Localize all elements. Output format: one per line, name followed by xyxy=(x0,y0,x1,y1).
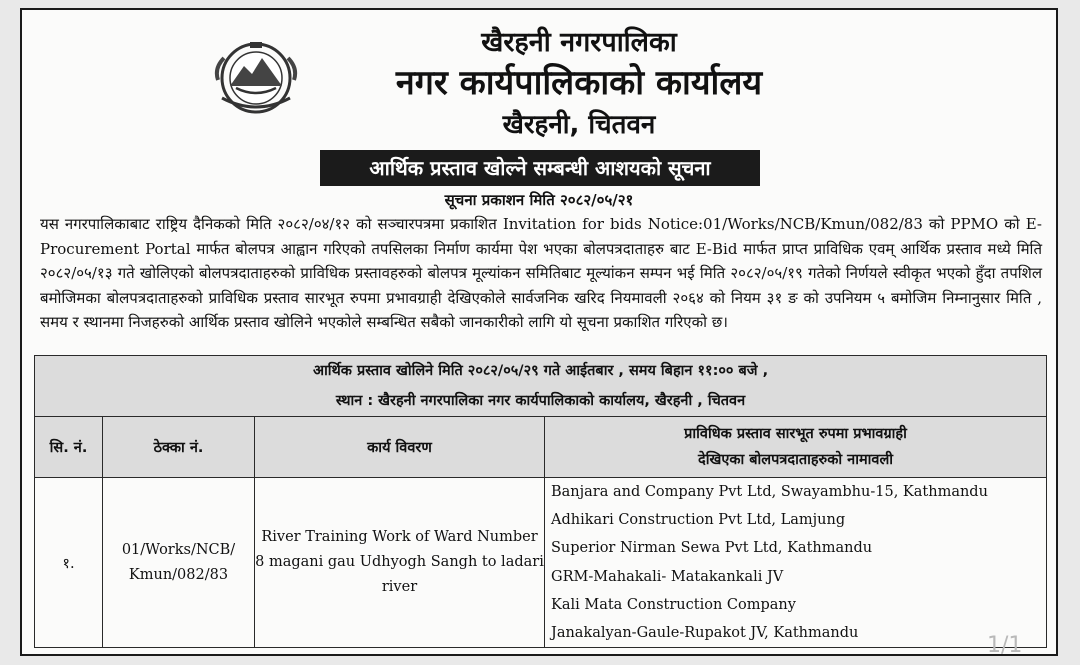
header-bidders-line2: देखिएका बोलपत्रदाताहरुको नामावली xyxy=(698,452,894,468)
description-line: River Training Work of Ward Number xyxy=(261,529,538,546)
opening-date-time: आर्थिक प्रस्ताव खोलिने मिति २०८२/०५/२९ गते आईतबार , समय बिहान ११:०० बजे , xyxy=(312,363,769,379)
bidder-name: Banjara and Company Pvt Ltd, Swayambhu-15, Kathmandu xyxy=(551,484,988,500)
bidder-name: Kali Mata Construction Company xyxy=(551,596,796,613)
header-bidders-line1: प्राविधिक प्रस्ताव सारभूत रुपमा प्रभावग्राही xyxy=(684,426,907,442)
description-line: 8 magani gau Udhyogh Sangh to ladari xyxy=(255,554,544,571)
bidder-name: Janakalyan-Gaule-Rupakot JV, Kathmandu xyxy=(551,625,859,642)
header-sn: सि. नं. xyxy=(35,417,103,478)
table-row xyxy=(35,478,1047,648)
header-work-description: कार्य विवरण xyxy=(255,417,545,478)
page-indicator: 1/1 xyxy=(987,633,1023,656)
table-header-row xyxy=(35,417,1047,478)
row-sn: १. xyxy=(35,478,103,648)
description-line: river xyxy=(381,579,418,596)
header-bidders xyxy=(545,417,1047,478)
bidder-name: Superior Nirman Sewa Pvt Ltd, Kathmandu xyxy=(551,540,873,557)
contract-line: Kmun/082/83 xyxy=(128,566,229,583)
bidders-table xyxy=(34,355,1047,648)
notice-page xyxy=(20,8,1058,656)
opening-info-row xyxy=(35,356,1047,417)
contract-line: 01/Works/NCB/ xyxy=(121,541,236,558)
row-bidders-list xyxy=(545,478,1047,648)
notice-title-banner: आर्थिक प्रस्ताव खोल्ने सम्बन्धी आशयको सूचना xyxy=(320,150,760,186)
row-contract-no xyxy=(103,478,255,648)
notice-body: यस नगरपालिकाबाट राष्ट्रिय दैनिकको मिति २०८२/०४/१२ को सञ्चारपत्रमा प्रकाशित Invitation for bids Notice:01/Works/NCB/Kmun/082/83 को PPMO को E-Procurement Portal मार्फत बोलपत्र आह्वान गरिएको तपसिलका निर्माण कार्यमा पेश भएका बोलपत्रदाताहरु बाट E-Bid मार्फत प्राप्त प्राविधिक एवम् आर्थिक प्रस्ताव मध्ये मिति २०८२/०५/१३ गते खोलिएको बोलपत्रदाताहरुको प्राविधिक प्रस्तावहरुको बोलपत्र मूल्यांकन समितिबाट मूल्यांकन सम्पन भई मिति २०८२/०५/१९ गतेको निर्णयले स्वीकृत भएको हुँदा तपशिल बमोजिमका बोलपत्रदाताहरुको प्राविधिक प्रस्ताव सारभूत रुपमा प्रभावग्राही देखिएकोले सार्वजनिक खरिद नियमावली २०६४ को नियम ३१ ङ को उपनियम ५ बमोजिम निम्नानुसार मिति , समय र स्थानमा निजहरुको आर्थिक प्रस्ताव खोलिने भएकोले सम्बन्धित सबैको जानकारीको लागि यो सूचना प्रकाशित गरिएको छ। xyxy=(40,215,1042,332)
opening-venue: स्थान : खैरहनी नगरपालिका नगर कार्यपालिकाको कार्यालय, खैरहनी , चितवन xyxy=(335,393,746,409)
office-name: नगर कार्यपालिकाको कार्यालय xyxy=(395,63,763,103)
bidder-name: Adhikari Construction Pvt Ltd, Lamjung xyxy=(551,512,846,529)
municipality-name: खैरहनी नगरपालिका xyxy=(481,27,677,58)
publication-date: सूचना प्रकाशन मिति २०८२/०५/२१ xyxy=(444,191,634,209)
office-location: खैरहनी, चितवन xyxy=(502,110,656,140)
header-contract-no: ठेक्का नं. xyxy=(103,417,255,478)
bidder-name: GRM-Mahakali- Matakankali JV xyxy=(551,568,784,585)
row-work-description xyxy=(255,478,545,648)
